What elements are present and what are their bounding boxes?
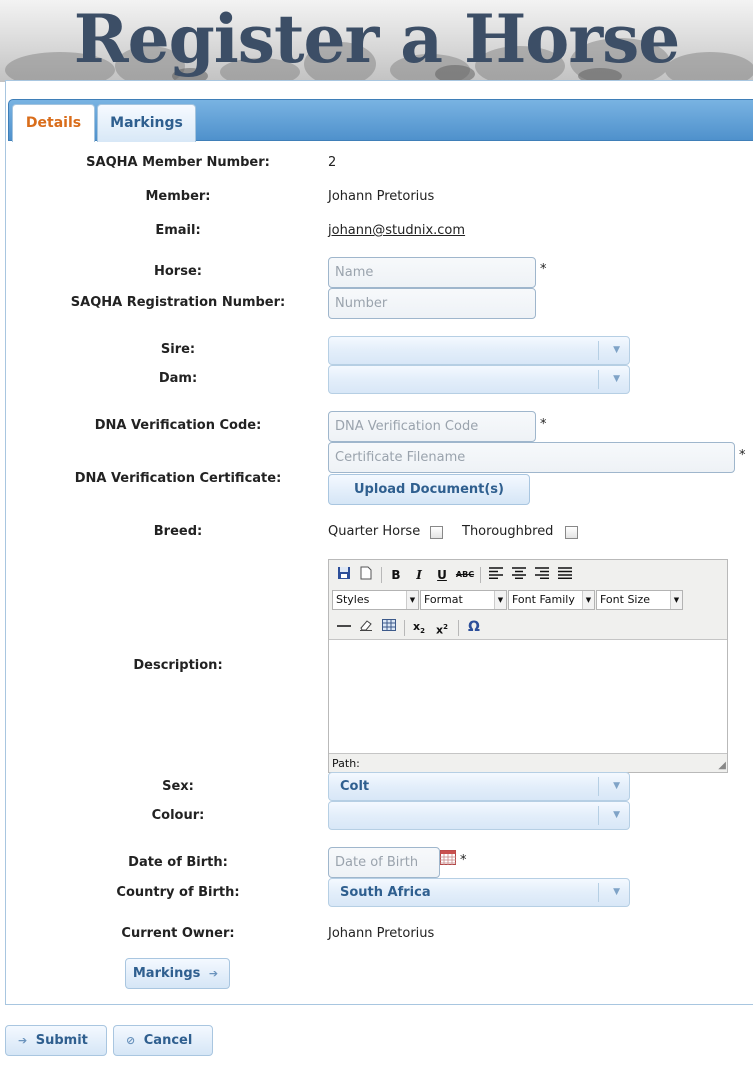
arrow-right-icon: ➔ (18, 1034, 28, 1047)
format-select[interactable]: Format ▼ (420, 590, 507, 610)
colour-select[interactable] (328, 801, 630, 830)
arrow-right-icon: ➔ (208, 967, 219, 980)
editor-toolbar (329, 560, 727, 640)
dna-certificate-label: DNA Verification Certificate: (74, 471, 282, 486)
colour-label: Colour: (151, 808, 205, 823)
chevron-down-icon: ▼ (613, 345, 620, 355)
italic-icon[interactable]: I (416, 568, 422, 582)
date-of-birth-label: Date of Birth: (128, 855, 228, 870)
cancel-label: Cancel (143, 1033, 193, 1048)
align-right-icon[interactable] (532, 566, 552, 584)
chevron-down-icon: ▼ (406, 591, 418, 609)
horse-label: Horse: (154, 264, 202, 279)
chevron-down-icon: ▼ (582, 591, 594, 609)
dam-select[interactable] (328, 365, 630, 394)
horse-name-input[interactable] (328, 257, 536, 288)
country-of-birth-value: South Africa (340, 885, 431, 900)
cancel-button[interactable] (113, 1025, 213, 1056)
page-banner (0, 0, 753, 82)
date-of-birth-input[interactable] (328, 847, 440, 878)
dna-code-label: DNA Verification Code: (94, 418, 262, 433)
member-value: Johann Pretorius (328, 189, 435, 204)
chevron-down-icon: ▼ (613, 810, 620, 820)
table-icon[interactable] (379, 618, 399, 636)
new-document-icon[interactable] (356, 566, 376, 584)
upload-documents-button[interactable]: Upload Document(s) (328, 474, 530, 505)
dna-code-required-mark: * (540, 417, 547, 432)
styles-select[interactable]: Styles ▼ (332, 590, 419, 610)
chevron-down-icon: ▼ (613, 374, 620, 384)
align-center-icon[interactable] (509, 566, 529, 584)
member-number-label: SAQHA Member Number: (86, 155, 270, 170)
submit-label: Submit (35, 1033, 88, 1048)
omega-icon[interactable]: Ω (468, 619, 480, 635)
email-value[interactable] (328, 223, 465, 238)
thoroughbred-checkbox[interactable] (565, 526, 578, 539)
registration-number-input[interactable] (328, 288, 536, 319)
editor-path-status: Path: (329, 753, 727, 772)
country-of-birth-label: Country of Birth: (116, 885, 240, 900)
superscript-icon[interactable]: $x^2$ (436, 623, 448, 637)
resize-handle-icon[interactable]: ◢ (718, 760, 726, 771)
certificate-filename-input[interactable] (328, 442, 735, 473)
sex-select[interactable] (328, 772, 630, 801)
chevron-down-icon: ▼ (494, 591, 506, 609)
email-label: Email: (155, 223, 201, 238)
country-of-birth-select[interactable] (328, 878, 630, 907)
save-icon[interactable] (334, 566, 354, 584)
breed-label: Breed: (153, 524, 203, 539)
description-text-area[interactable] (329, 640, 727, 753)
font-family-select[interactable]: Font Family ▼ (508, 590, 595, 610)
submit-button[interactable] (5, 1025, 107, 1056)
markings-next-button[interactable] (125, 958, 230, 989)
certificate-required-mark: * (739, 448, 746, 463)
eraser-icon[interactable] (356, 618, 376, 636)
sire-label: Sire: (160, 342, 196, 357)
cancel-icon: ⊘ (126, 1034, 136, 1047)
dna-code-input[interactable] (328, 411, 536, 442)
underline-icon[interactable]: U (437, 568, 447, 582)
tab-details[interactable]: Details (12, 104, 95, 142)
dam-label: Dam: (158, 371, 198, 386)
bold-icon[interactable]: B (391, 568, 401, 582)
calendar-icon[interactable] (440, 850, 456, 865)
chevron-down-icon: ▼ (670, 591, 682, 609)
tab-markings[interactable]: Markings (97, 104, 196, 142)
quarter-horse-checkbox[interactable] (430, 526, 443, 539)
markings-next-label: Markings (132, 966, 201, 981)
description-editor (328, 559, 728, 773)
registration-number-label: SAQHA Registration Number: (70, 295, 286, 310)
page-title: Register a Horse (73, 0, 680, 78)
current-owner-label: Current Owner: (121, 926, 235, 941)
horizontal-rule-icon[interactable] (334, 618, 354, 636)
date-of-birth-required-mark: * (460, 853, 467, 868)
sire-select[interactable] (328, 336, 630, 365)
thoroughbred-label: Thoroughbred (462, 524, 554, 539)
quarter-horse-label: Quarter Horse (328, 524, 421, 539)
current-owner-value: Johann Pretorius (328, 926, 435, 941)
font-size-select[interactable]: Font Size ▼ (596, 590, 683, 610)
subscript-icon[interactable]: $x_2$ (413, 620, 425, 636)
strikethrough-icon[interactable]: ABC (455, 570, 475, 579)
sex-label: Sex: (162, 779, 194, 794)
horse-required-mark: * (540, 262, 547, 277)
email-link[interactable]: johann@studnix.com (328, 223, 466, 238)
member-label: Member: (145, 189, 211, 204)
chevron-down-icon: ▼ (613, 781, 620, 791)
align-left-icon[interactable] (486, 566, 506, 584)
sex-select-value: Colt (340, 779, 370, 794)
description-label: Description: (133, 658, 223, 673)
member-number-value: 2 (328, 155, 337, 170)
chevron-down-icon: ▼ (613, 887, 620, 897)
justify-icon[interactable] (555, 566, 575, 584)
